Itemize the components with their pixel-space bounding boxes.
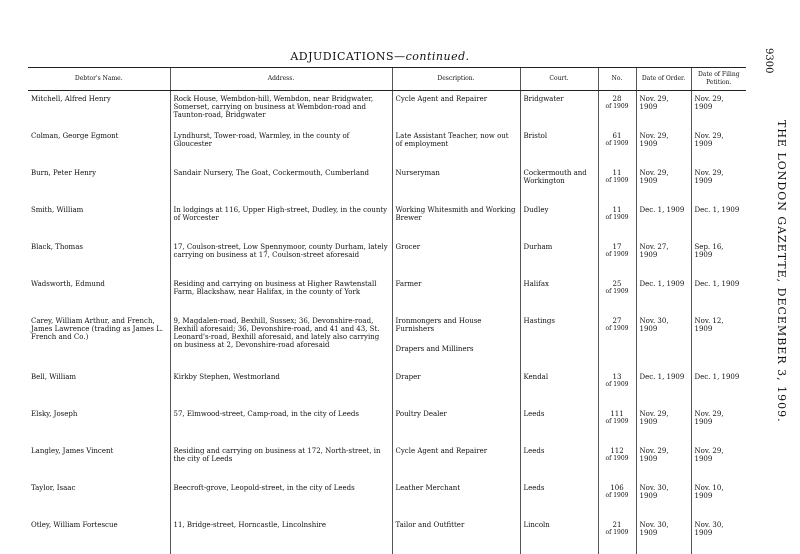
table-row [28, 480, 746, 517]
date-of-order [636, 406, 691, 443]
address-text: 17, Coulson-street, Low Spennymoor, county Durham, lately carrying on business at 17, Coulson-street aforesaid [173, 243, 388, 259]
case-year-text: of 1909 [605, 529, 629, 536]
date-of-petition [691, 239, 746, 276]
page-number: 9300 [763, 48, 774, 74]
address [170, 313, 392, 369]
date-of-order [636, 128, 691, 165]
table-row [28, 517, 746, 554]
case-year-text: of 1909 [605, 177, 629, 184]
court-text: Durham [523, 243, 553, 251]
court-text: Cockermouth and Workington [523, 169, 587, 185]
case-number-text: 27 [612, 317, 622, 325]
description-text: Cycle Agent and Repairer [395, 95, 488, 103]
date-of-order [636, 313, 691, 369]
col-header-name: Debtor's Name. [28, 68, 170, 91]
table-row [28, 91, 746, 129]
description [392, 517, 520, 554]
date-of-petition-text: Nov. 12, 1909 [694, 317, 724, 333]
debtor-name [28, 313, 170, 369]
date-of-order [636, 276, 691, 313]
case-year-text: of 1909 [605, 418, 629, 425]
description [392, 239, 520, 276]
address [170, 91, 392, 129]
col-header-petition: Date of Filing Petition. [691, 68, 746, 91]
description-text: Working Whitesmith and Working Brewer [395, 206, 516, 222]
date-of-order-text: Nov. 29, 1909 [639, 132, 669, 148]
description-text: Tailor and Outfitter [395, 521, 465, 529]
description [392, 128, 520, 165]
date-of-petition-text: Nov. 29, 1909 [694, 410, 724, 426]
case-number [598, 480, 636, 517]
date-of-order [636, 239, 691, 276]
col-header-no: No. [598, 68, 636, 91]
date-of-petition [691, 517, 746, 554]
date-of-order [636, 91, 691, 129]
description-text: Ironmongers and House Furnishers [395, 317, 482, 333]
court-text: Lincoln [523, 521, 550, 529]
date-of-order [636, 443, 691, 480]
case-year-text: of 1909 [605, 140, 629, 147]
date-of-order [636, 517, 691, 554]
debtor-name [28, 443, 170, 480]
court [520, 517, 598, 554]
date-of-order [636, 165, 691, 202]
court [520, 91, 598, 129]
debtor-name-text: Burn, Peter Henry [31, 169, 97, 177]
address [170, 202, 392, 239]
description [392, 369, 520, 406]
address [170, 517, 392, 554]
court-text: Halifax [523, 280, 549, 288]
description-text: Poultry Dealer [395, 410, 447, 418]
court [520, 443, 598, 480]
address [170, 480, 392, 517]
col-header-address: Address. [170, 68, 392, 91]
case-number-text: 106 [610, 484, 624, 492]
debtor-name [28, 369, 170, 406]
case-number [598, 239, 636, 276]
date-of-order [636, 202, 691, 239]
case-number [598, 443, 636, 480]
table-row [28, 239, 746, 276]
case-number-text: 11 [612, 169, 622, 177]
debtor-name-text: Smith, William [31, 206, 84, 214]
case-number-text: 25 [612, 280, 622, 288]
date-of-petition-text: Nov. 29, 1909 [694, 169, 724, 185]
address-text: Sandair Nursery, The Goat, Cockermouth, Cumberland [173, 169, 369, 177]
debtor-name [28, 276, 170, 313]
description [392, 91, 520, 129]
case-number-text: 13 [612, 373, 622, 381]
description [392, 202, 520, 239]
case-number [598, 91, 636, 129]
gazette-heading: THE LONDON GAZETTE, DECEMBER 3, 1909. [775, 120, 788, 423]
debtor-name [28, 165, 170, 202]
address [170, 128, 392, 165]
date-of-petition-text: Nov. 29, 1909 [694, 132, 724, 148]
date-of-petition-text: Sep. 16, 1909 [694, 243, 724, 259]
court [520, 406, 598, 443]
court [520, 239, 598, 276]
date-of-petition [691, 91, 746, 129]
debtor-name-text: Elsky, Joseph [31, 410, 78, 418]
case-number [598, 517, 636, 554]
description [392, 313, 520, 369]
case-year-text: of 1909 [605, 455, 629, 462]
address [170, 369, 392, 406]
title-continued: —continued. [394, 50, 470, 63]
court-text: Bridgwater [523, 95, 564, 103]
address [170, 239, 392, 276]
debtor-name-text: Black, Thomas [31, 243, 83, 251]
col-header-description: Description. [392, 68, 520, 91]
case-number-text: 11 [612, 206, 622, 214]
table-row [28, 369, 746, 406]
case-year-text: of 1909 [605, 288, 629, 295]
date-of-petition [691, 443, 746, 480]
date-of-petition [691, 128, 746, 165]
description-text: Draper [395, 373, 421, 381]
address-text: Rock House, Wembdon-hill, Wembdon, near Bridgwater, Somerset, carrying on business at Wembdon-road and Taunton-road, Bridgwater [173, 95, 374, 119]
table-row [28, 165, 746, 202]
case-number [598, 313, 636, 369]
side-margin [763, 48, 796, 480]
date-of-petition-text: Dec. 1, 1909 [694, 206, 740, 214]
address-text: 9, Magdalen-road, Bexhill, Sussex; 36, Devonshire-road, Bexhill aforesaid; 36, Devonshire-road, and 41 and 43, St. Leonard's-road, Bexhill aforesaid, and lately also carrying on business at 2, Devonshire-road aforesaid [173, 317, 380, 349]
case-number-text: 21 [612, 521, 622, 529]
debtor-name [28, 239, 170, 276]
case-number [598, 165, 636, 202]
date-of-petition-text: Dec. 1, 1909 [694, 280, 740, 288]
court-text: Bristol [523, 132, 548, 140]
address-text: Beecroft-grove, Leopold-street, in the city of Leeds [173, 484, 355, 492]
date-of-order-text: Nov. 30, 1909 [639, 484, 669, 500]
address-text: 11, Bridge-street, Horncastle, Lincolnshire [173, 521, 326, 529]
date-of-petition-text: Dec. 1, 1909 [694, 373, 740, 381]
court [520, 480, 598, 517]
case-number [598, 369, 636, 406]
description-text: Grocer [395, 243, 421, 251]
case-year-text: of 1909 [605, 492, 629, 499]
case-number [598, 128, 636, 165]
col-header-order: Date of Order. [636, 68, 691, 91]
case-number-text: 61 [612, 132, 622, 140]
debtor-name-text: Wadsworth, Edmund [31, 280, 105, 288]
case-year-text: of 1909 [605, 214, 629, 221]
table-row [28, 202, 746, 239]
address-text: In lodgings at 116, Upper High-street, Dudley, in the county of Worcester [173, 206, 388, 222]
address-text: Residing and carrying on business at Higher Rawtenstall Farm, Blackshaw, near Halifax, in the county of York [173, 280, 377, 296]
case-year-text: of 1909 [605, 251, 629, 258]
address [170, 406, 392, 443]
description [392, 443, 520, 480]
date-of-order-text: Nov. 30, 1909 [639, 521, 669, 537]
address [170, 276, 392, 313]
date-of-order-text: Dec. 1, 1909 [639, 280, 685, 288]
court-text: Leeds [523, 484, 545, 492]
debtor-name [28, 202, 170, 239]
date-of-order-text: Nov. 29, 1909 [639, 169, 669, 185]
court [520, 202, 598, 239]
date-of-order [636, 369, 691, 406]
court [520, 128, 598, 165]
date-of-petition-text: Nov. 29, 1909 [694, 95, 724, 111]
table-row [28, 443, 746, 480]
court [520, 276, 598, 313]
court-text: Leeds [523, 410, 545, 418]
description-text: Leather Merchant [395, 484, 461, 492]
description-text: Nurseryman [395, 169, 440, 177]
debtor-name [28, 517, 170, 554]
debtor-name-text: Mitchell, Alfred Henry [31, 95, 111, 103]
debtor-name [28, 91, 170, 129]
address-text: 57, Elmwood-street, Camp-road, in the city of Leeds [173, 410, 359, 418]
case-number [598, 406, 636, 443]
date-of-petition [691, 369, 746, 406]
adjudications-table [28, 67, 746, 554]
address [170, 165, 392, 202]
court [520, 369, 598, 406]
date-of-petition [691, 165, 746, 202]
case-number-text: 112 [610, 447, 624, 455]
date-of-order-text: Nov. 30, 1909 [639, 317, 669, 333]
table-row [28, 406, 746, 443]
case-number-text: 28 [612, 95, 622, 103]
case-year-text: of 1909 [605, 381, 629, 388]
description [392, 406, 520, 443]
debtor-name-text: Langley, James Vincent [31, 447, 114, 455]
court-text: Dudley [523, 206, 549, 214]
date-of-order [636, 480, 691, 517]
date-of-petition [691, 480, 746, 517]
date-of-order-text: Nov. 27, 1909 [639, 243, 669, 259]
description-text-2: Drapers and Milliners [395, 345, 474, 353]
date-of-order-text: Dec. 1, 1909 [639, 373, 685, 381]
table-header [28, 68, 746, 91]
debtor-name-text: Otley, William Fortescue [31, 521, 118, 529]
date-of-petition-text: Nov. 29, 1909 [694, 447, 724, 463]
debtor-name [28, 406, 170, 443]
case-year-text: of 1909 [605, 325, 629, 332]
date-of-petition [691, 276, 746, 313]
description [392, 165, 520, 202]
debtor-name-text: Taylor, Isaac [31, 484, 76, 492]
title-text: ADJUDICATIONS [290, 50, 395, 63]
table-row [28, 128, 746, 165]
debtor-name-text: Bell, William [31, 373, 77, 381]
date-of-petition [691, 313, 746, 369]
date-of-petition [691, 202, 746, 239]
description-text: Late Assistant Teacher, now out of employment [395, 132, 509, 148]
description [392, 276, 520, 313]
date-of-order-text: Nov. 29, 1909 [639, 410, 669, 426]
case-number-text: 17 [612, 243, 622, 251]
table-row [28, 313, 746, 369]
court-text: Hastings [523, 317, 556, 325]
case-number [598, 202, 636, 239]
date-of-order-text: Nov. 29, 1909 [639, 95, 669, 111]
description-text: Cycle Agent and Repairer [395, 447, 488, 455]
court-text: Leeds [523, 447, 545, 455]
address-text: Residing and carrying on business at 172, North-street, in the city of Leeds [173, 447, 381, 463]
address [170, 443, 392, 480]
debtor-name [28, 128, 170, 165]
address-text: Lyndhurst, Tower-road, Warmley, in the county of Gloucester [173, 132, 350, 148]
court [520, 165, 598, 202]
court-text: Kendal [523, 373, 549, 381]
date-of-petition-text: Nov. 10, 1909 [694, 484, 724, 500]
case-number [598, 276, 636, 313]
date-of-petition [691, 406, 746, 443]
address-text: Kirkby Stephen, Westmorland [173, 373, 280, 381]
date-of-order-text: Nov. 29, 1909 [639, 447, 669, 463]
case-number-text: 111 [610, 410, 624, 418]
description [392, 480, 520, 517]
table-row [28, 276, 746, 313]
date-of-order-text: Dec. 1, 1909 [639, 206, 685, 214]
court [520, 313, 598, 369]
description-text: Farmer [395, 280, 422, 288]
debtor-name [28, 480, 170, 517]
page-title [0, 50, 760, 63]
date-of-petition-text: Nov. 30, 1909 [694, 521, 724, 537]
case-year-text: of 1909 [605, 103, 629, 110]
debtor-name-text: Colman, George Egmont [31, 132, 119, 140]
debtor-name-text: Carey, William Arthur, and French, James Lawrence (trading as James L. French and Co.) [31, 317, 164, 341]
col-header-court: Court. [520, 68, 598, 91]
